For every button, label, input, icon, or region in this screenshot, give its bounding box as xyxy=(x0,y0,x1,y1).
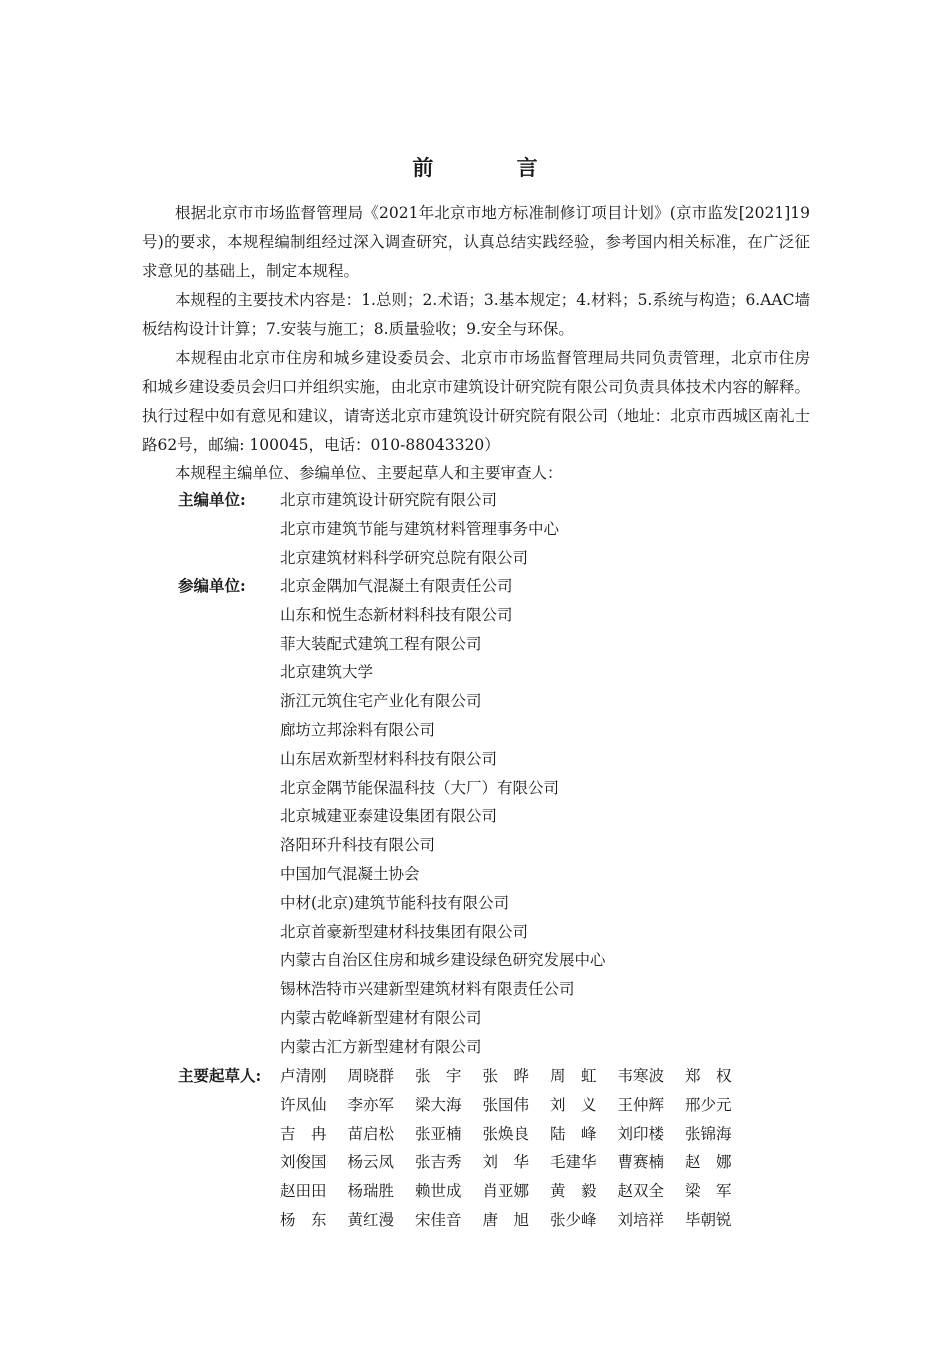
drafter-name: 赵 娜 xyxy=(685,1153,732,1172)
participating-unit-item: 北京城建亚泰建设集团有限公司 xyxy=(280,807,498,826)
participating-unit-item: 内蒙古乾峰新型建材有限公司 xyxy=(280,1008,482,1027)
page-title: 前 言 xyxy=(412,155,576,181)
drafters-names-grid xyxy=(280,1062,753,1235)
paragraph-contents: 本规程的主要技术内容是：1.总则；2.术语；3.基本规定；4.材料；5.系统与构造；6.AAC墙板结构设计计算；7.安装与施工；8.质量验收；9.安全与环保。 xyxy=(142,291,810,338)
participating-unit-item: 北京金隅加气混凝土有限责任公司 xyxy=(280,577,513,595)
participating-unit-item: 内蒙古自治区住房和城乡建设绿色研究发展中心 xyxy=(280,951,606,970)
participating-units-label: 参编单位: xyxy=(178,576,246,595)
drafter-name: 张国伟 xyxy=(482,1095,530,1114)
drafter-name: 梁 军 xyxy=(685,1182,732,1201)
participating-unit-item: 浙江元筑住宅产业化有限公司 xyxy=(280,692,482,711)
drafter-name: 张吉秀 xyxy=(415,1153,462,1172)
participating-unit-item: 北京建筑大学 xyxy=(280,663,374,682)
drafter-name: 唐 旭 xyxy=(482,1210,530,1229)
participating-units-list xyxy=(280,572,606,1062)
chief-unit-item: 北京建筑材料科学研究总院有限公司 xyxy=(280,548,529,567)
drafter-name: 邢少元 xyxy=(685,1095,732,1114)
drafter-name: 苗启松 xyxy=(347,1124,395,1143)
drafter-name: 宋佳音 xyxy=(415,1210,462,1229)
drafter-name: 吉 冉 xyxy=(280,1124,327,1143)
participating-unit-item: 内蒙古汇方新型建材有限公司 xyxy=(280,1037,482,1056)
participating-unit-item: 洛阳环升科技有限公司 xyxy=(280,836,436,855)
paragraph-management: 本规程由北京市住房和城乡建设委员会、北京市市场监督管理局共同负责管理，北京市住房和城乡建设委员会归口并组织实施，由北京市建筑设计研究院有限公司负责具体技术内容的解释。执行过程中如有意见和建议，请寄送北京市建筑设计研究院有限公司（地址：北京市西城区南礼士路62号，邮编: 100045，电话：010-88043320） xyxy=(142,349,810,454)
drafter-name: 肖亚娜 xyxy=(482,1182,530,1201)
drafter-name: 杨云凤 xyxy=(347,1153,395,1172)
drafter-name: 张锦海 xyxy=(685,1124,732,1143)
drafter-name: 张焕良 xyxy=(482,1124,530,1143)
drafter-name: 周 虹 xyxy=(550,1067,597,1085)
drafter-name: 刘俊国 xyxy=(280,1153,327,1172)
participating-unit-item: 北京金隅节能保温科技（大厂）有限公司 xyxy=(280,778,560,797)
drafter-name: 周晓群 xyxy=(347,1067,395,1085)
drafter-name: 张亚楠 xyxy=(415,1124,462,1143)
drafter-name: 郑 权 xyxy=(685,1067,732,1085)
participating-unit-item: 山东居欢新型材料科技有限公司 xyxy=(280,749,498,768)
drafter-name: 曹赛楠 xyxy=(617,1153,665,1172)
drafter-name: 刘 义 xyxy=(550,1095,597,1114)
drafter-name: 刘 华 xyxy=(482,1153,530,1172)
drafter-name: 许凤仙 xyxy=(280,1095,327,1114)
chief-units-label: 主编单位: xyxy=(178,490,246,509)
drafter-name: 杨 东 xyxy=(280,1210,327,1229)
chief-unit-item: 北京市建筑设计研究院有限公司 xyxy=(280,491,498,509)
drafter-name: 黄红漫 xyxy=(347,1210,395,1229)
participating-unit-item: 中国加气混凝土协会 xyxy=(280,864,420,883)
participating-unit-item: 山东和悦生态新材料科技有限公司 xyxy=(280,605,513,624)
drafter-name: 黄 毅 xyxy=(550,1182,597,1201)
participating-unit-item: 菲大装配式建筑工程有限公司 xyxy=(280,634,482,653)
participating-unit-item: 廊坊立邦涂料有限公司 xyxy=(280,720,436,739)
drafter-name: 张 宇 xyxy=(415,1067,462,1085)
drafter-name: 梁大海 xyxy=(415,1095,462,1114)
drafters-label: 主要起草人: xyxy=(178,1066,262,1085)
drafter-name: 毕朝锐 xyxy=(685,1210,732,1229)
participating-unit-item: 中材(北京)建筑节能科技有限公司 xyxy=(280,893,510,912)
drafter-name: 刘培祥 xyxy=(617,1210,665,1229)
drafter-name: 张 晔 xyxy=(482,1067,530,1085)
participating-unit-item: 北京首豪新型建材科技集团有限公司 xyxy=(280,922,529,941)
drafter-name: 韦寒波 xyxy=(617,1067,665,1085)
drafter-name: 王仲辉 xyxy=(617,1095,665,1114)
drafter-name: 赵田田 xyxy=(280,1182,327,1201)
chief-unit-item: 北京市建筑节能与建筑材料管理事务中心 xyxy=(280,519,560,538)
drafter-name: 赖世成 xyxy=(415,1182,462,1201)
drafter-name: 卢清刚 xyxy=(280,1067,327,1085)
drafter-name: 李亦军 xyxy=(347,1095,395,1114)
paragraph-basis: 根据北京市市场监督管理局《2021年北京市地方标准制修订项目计划》(京市监发[2021]19号)的要求，本规程编制组经过深入调查研究，认真总结实践经验，参考国内相关标准，在广泛征求意见的基础上，制定本规程。 xyxy=(142,204,810,280)
drafter-name: 赵双全 xyxy=(617,1182,665,1201)
drafter-name: 张少峰 xyxy=(550,1210,597,1229)
participating-unit-item: 锡林浩特市兴建新型建筑材料有限责任公司 xyxy=(280,980,575,999)
drafter-name: 毛建华 xyxy=(550,1153,597,1172)
chief-units-list xyxy=(280,486,559,572)
drafter-name: 陆 峰 xyxy=(550,1124,597,1143)
drafter-name: 杨瑞胜 xyxy=(347,1182,395,1201)
paragraph-units-intro: 本规程主编单位、参编单位、主要起草人和主要审查人： xyxy=(175,464,563,482)
drafter-name: 刘印楼 xyxy=(617,1124,665,1143)
